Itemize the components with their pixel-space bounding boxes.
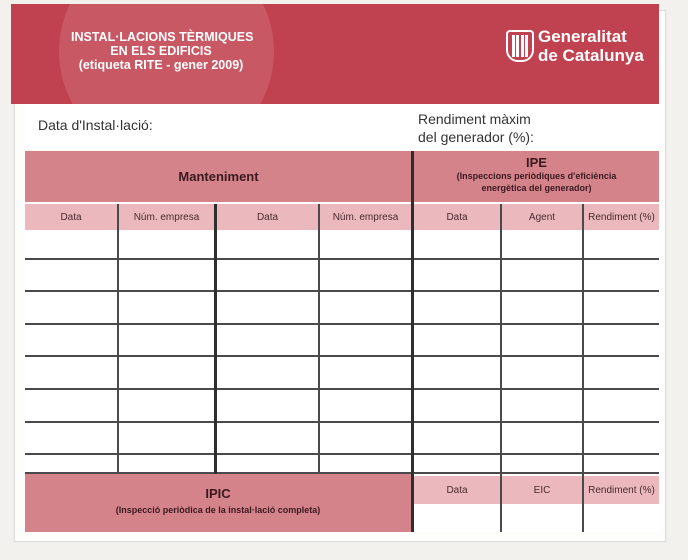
grid-background — [25, 230, 659, 474]
installation-info-row — [25, 104, 659, 150]
grid-col-line — [500, 476, 502, 532]
col-header-empresa-2: Núm. empresa — [320, 204, 411, 230]
ipic-entry-row — [414, 504, 659, 532]
label-title — [71, 30, 254, 72]
grid-row-line — [25, 290, 659, 292]
ipe-header — [414, 151, 659, 202]
grid-col-line — [582, 476, 584, 532]
col-header-ipe-agent: Agent — [502, 204, 582, 230]
title-line-1: INSTAL·LACIONS TÈRMIQUES — [71, 30, 254, 44]
ipic-title: IPIC — [205, 486, 231, 501]
logo-line-1: Generalitat — [538, 27, 627, 46]
col-header-ipe-data: Data — [414, 204, 500, 230]
generalitat-logo — [506, 26, 644, 66]
header-banner — [11, 4, 659, 104]
manteniment-header: Manteniment — [25, 151, 412, 202]
grid-row-line — [25, 388, 659, 390]
ipe-title: IPE — [526, 155, 547, 170]
grid-row-line — [25, 355, 659, 357]
grid-row-line — [25, 323, 659, 325]
col-header-data-2: Data — [217, 204, 318, 230]
grid-row-line — [25, 258, 659, 260]
col-header-ipic-rendiment: Rendiment (%) — [584, 476, 659, 504]
ipic-header — [25, 474, 411, 532]
grid-section-divider — [411, 151, 414, 532]
title-line-2: EN ELS EDIFICIS — [110, 44, 212, 58]
catalan-shield-icon — [506, 30, 534, 62]
installation-date-label: Data d'Instal·lació: — [38, 117, 153, 133]
title-line-3: (etiqueta RITE - gener 2009) — [78, 58, 244, 72]
grid-row-line — [25, 453, 659, 455]
ipe-subtitle-1: (Inspeccions periòdiques d'eficiència — [456, 171, 617, 181]
ipic-subtitle: (Inspecció periòdica de la instal·lació completa) — [115, 505, 321, 515]
grid-row-line — [25, 421, 659, 423]
ipe-subtitle-2: energètica del generador) — [481, 183, 592, 193]
grid-col-line — [318, 204, 320, 474]
col-header-ipe-rendiment: Rendiment (%) — [584, 204, 659, 230]
grid-col-line — [117, 204, 119, 474]
col-header-empresa-1: Núm. empresa — [119, 204, 214, 230]
max-efficiency-label: Rendiment màxim del generador (%): — [418, 111, 534, 145]
col-header-data-1: Data — [25, 204, 117, 230]
col-header-ipic-eic: EIC — [502, 476, 582, 504]
col-header-ipic-data: Data — [414, 476, 500, 504]
logo-line-2: de Catalunya — [538, 46, 644, 65]
grid-col-line — [214, 204, 217, 474]
